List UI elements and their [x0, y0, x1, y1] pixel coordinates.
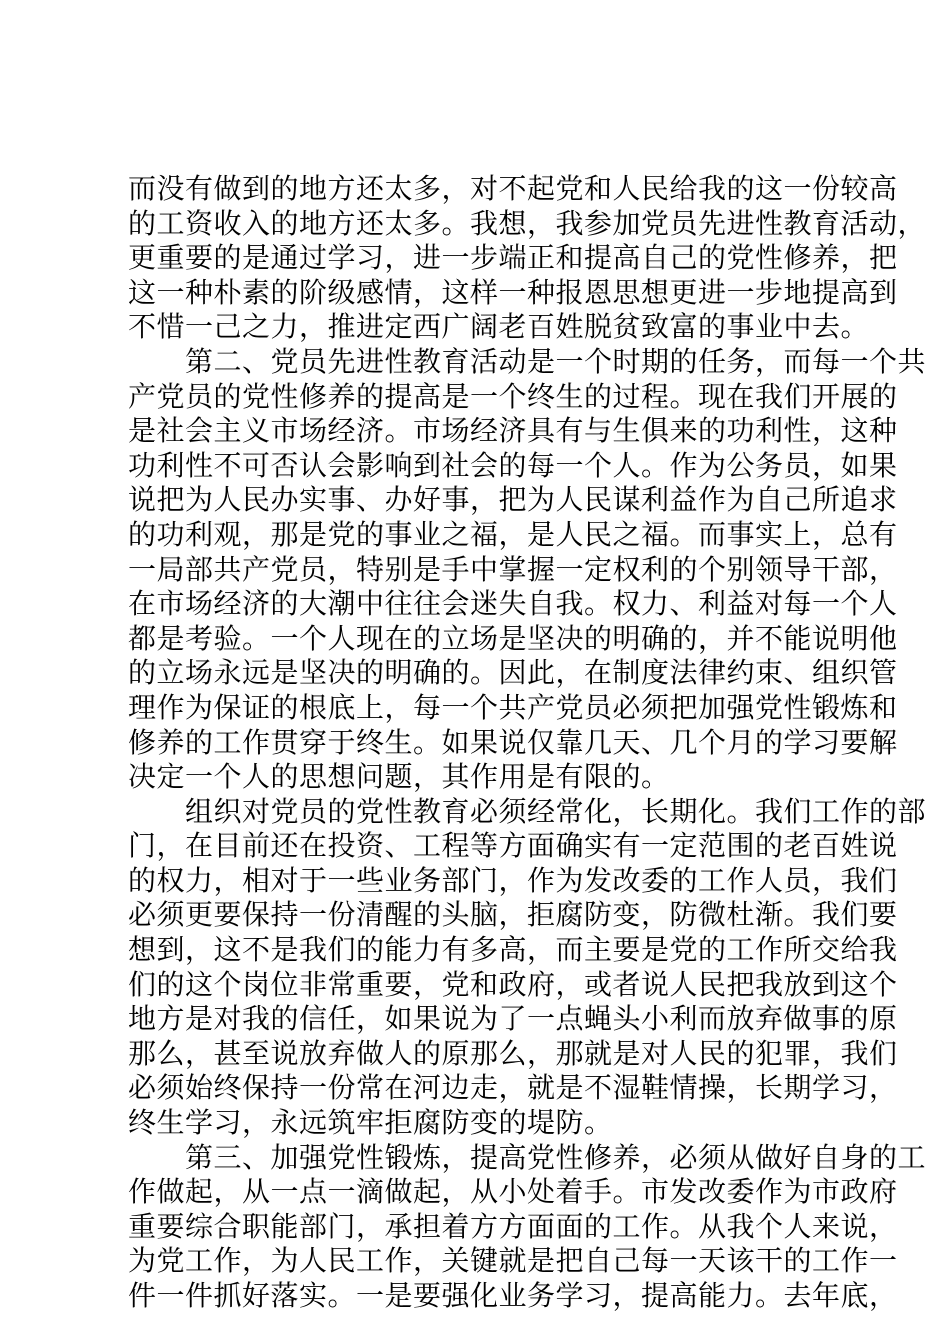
text-line: 为党工作，为人民工作，关键就是把自己每一天该干的工作一: [128, 1244, 898, 1278]
text-line: 们的这个岗位非常重要，党和政府，或者说人民把我放到这个: [128, 967, 898, 1001]
text-line: 修养的工作贯穿于终生。如果说仅靠几天、几个月的学习要解: [128, 725, 898, 759]
text-line: 不惜一己之力，推进定西广阔老百姓脱贫致富的事业中去。: [128, 310, 870, 344]
text-line: 理作为保证的根底上，每一个共产党员必须把加强党性锻炼和: [128, 690, 898, 724]
text-line: 这一种朴素的阶级感情，这样一种报恩思想更进一步地提高到: [128, 275, 898, 309]
text-line: 地方是对我的信任，如果说为了一点蝇头小利而放弃做事的原: [128, 1002, 898, 1036]
text-line: 决定一个人的思想问题，其作用是有限的。: [128, 760, 670, 794]
text-line: 功利性不可否认会影响到社会的每一个人。作为公务员，如果: [128, 448, 898, 482]
text-line: 更重要的是通过学习，进一步端正和提高自己的党性修养，把: [128, 241, 898, 275]
text-line: 那么，甚至说放弃做人的原那么，那就是对人民的犯罪，我们: [128, 1036, 898, 1070]
text-line: 都是考验。一个人现在的立场是坚决的明确的，并不能说明他: [128, 621, 898, 655]
text-line: 是社会主义市场经济。市场经济具有与生俱来的功利性，这种: [128, 414, 898, 448]
body-text: [128, 172, 927, 1314]
text-line: 作做起，从一点一滴做起，从小处着手。市发改委作为市政府: [128, 1175, 898, 1209]
text-line: 第三、加强党性锻炼，提高党性修养，必须从做好自身的工: [128, 1140, 927, 1174]
text-line: 件一件抓好落实。一是要强化业务学习，提高能力。去年底，: [128, 1279, 898, 1312]
text-line: 第二、党员先进性教育活动是一个时期的任务，而每一个共: [128, 344, 927, 378]
text-line: 的功利观，那是党的事业之福，是人民之福。而事实上，总有: [128, 517, 898, 551]
text-line: 组织对党员的党性教育必须经常化，长期化。我们工作的部: [128, 794, 927, 828]
text-line: 终生学习，永远筑牢拒腐防变的堤防。: [128, 1106, 613, 1140]
text-line: 而没有做到的地方还太多，对不起党和人民给我的这一份较高: [128, 172, 898, 205]
text-line: 说把为人民办实事、办好事，把为人民谋利益作为自己所追求: [128, 483, 898, 517]
text-line: 必须更要保持一份清醒的头脑，拒腐防变，防微杜渐。我们要: [128, 898, 898, 932]
text-line: 想到，这不是我们的能力有多高，而主要是党的工作所交给我: [128, 933, 898, 967]
text-line: 在市场经济的大潮中往往会迷失自我。权力、利益对每一个人: [128, 587, 898, 621]
text-line: 必须始终保持一份常在河边走，就是不湿鞋情操，长期学习，: [128, 1071, 898, 1105]
text-line: 门，在目前还在投资、工程等方面确实有一定范围的老百姓说: [128, 829, 898, 863]
text-line: 的工资收入的地方还太多。我想，我参加党员先进性教育活动，: [128, 206, 927, 240]
text-line: 的立场永远是坚决的明确的。因此，在制度法律约束、组织管: [128, 656, 898, 690]
text-line: 重要综合职能部门，承担着方方面面的工作。从我个人来说，: [128, 1209, 898, 1243]
text-line: 一局部共产党员，特别是手中掌握一定权利的个别领导干部，: [128, 552, 898, 586]
text-line: 产党员的党性修养的提高是一个终生的过程。现在我们开展的: [128, 379, 898, 413]
text-line: 的权力，相对于一些业务部门，作为发改委的工作人员，我们: [128, 863, 898, 897]
